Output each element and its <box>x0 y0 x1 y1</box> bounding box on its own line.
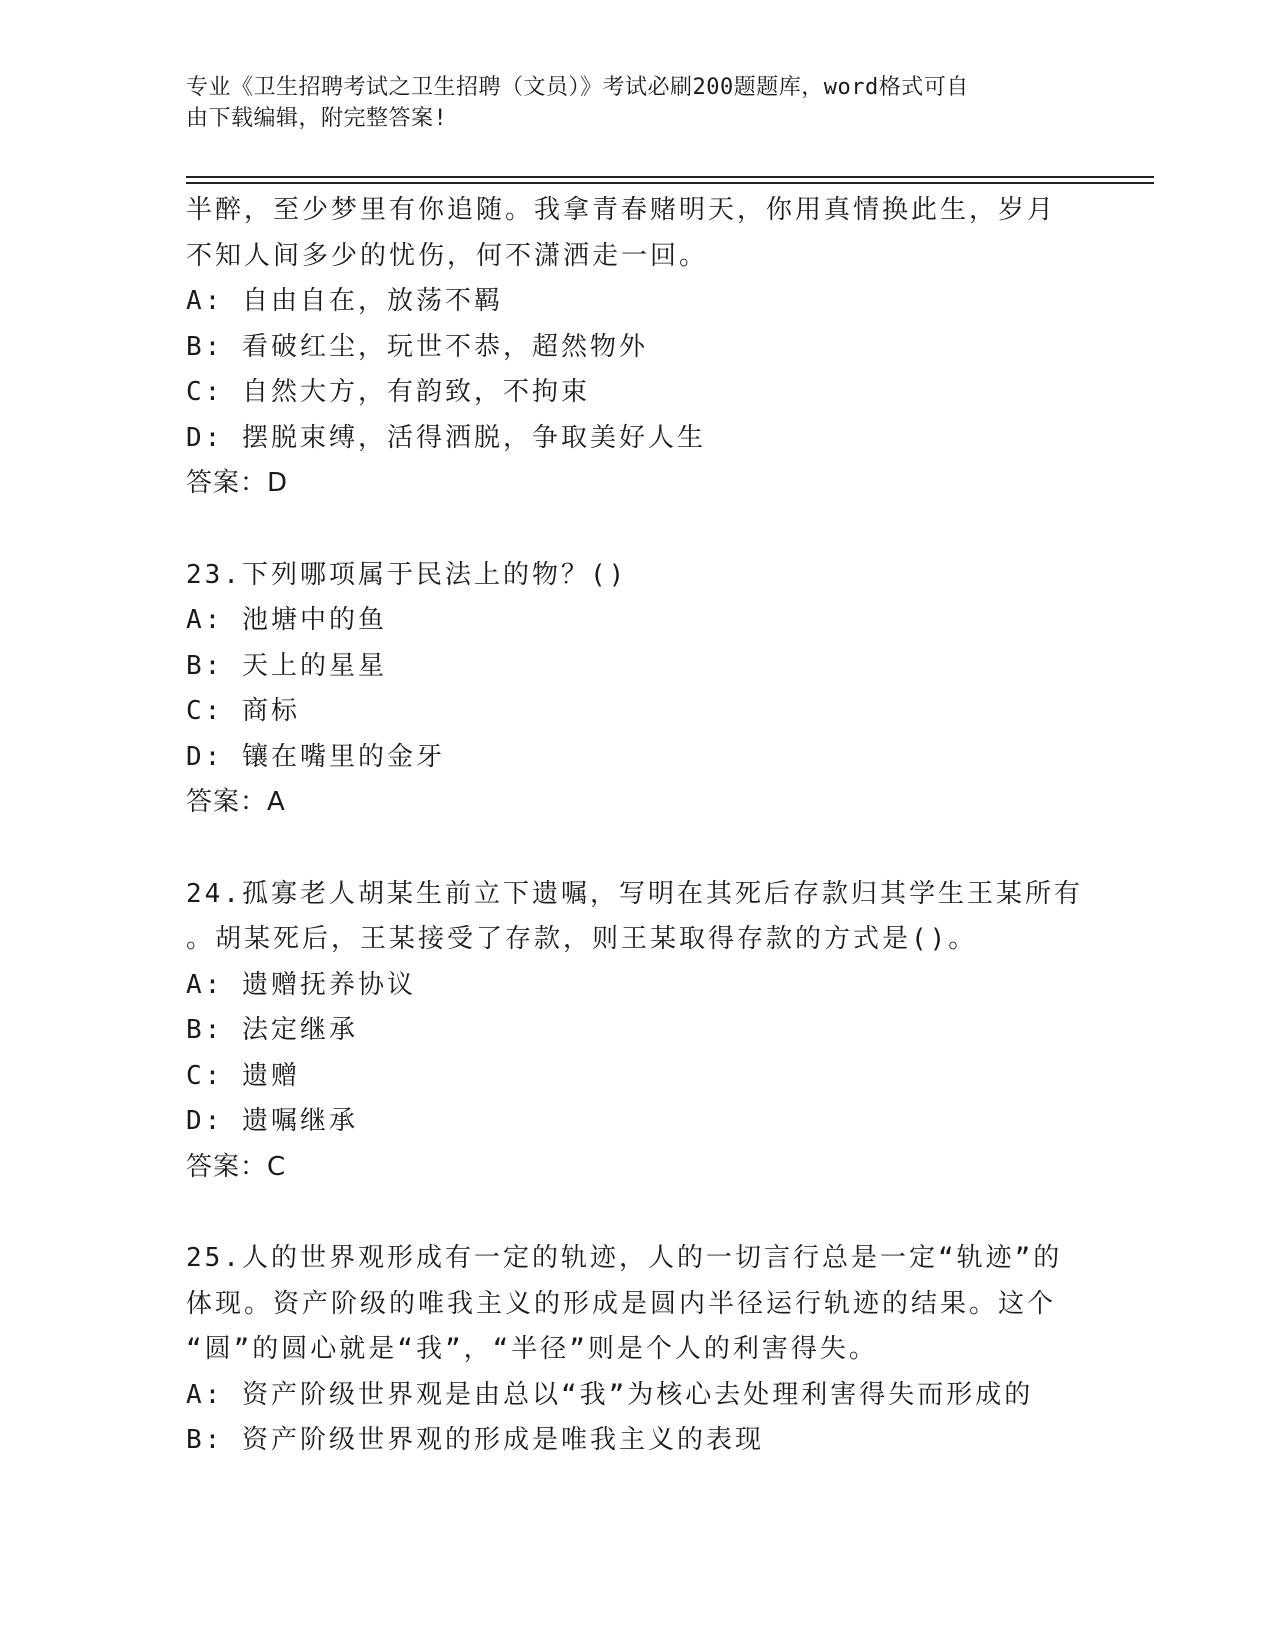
answer-line: 答案：A <box>186 787 286 817</box>
option-d: D: 摆脱束缚，活得洒脱，争取美好人生 <box>186 422 706 453</box>
header-line-1: 专业《卫生招聘考试之卫生招聘（文员）》考试必刷200题题库，word格式可自 <box>186 75 969 100</box>
answer-line: 答案：D <box>186 468 289 498</box>
option-c: C: 自然大方，有韵致，不拘束 <box>186 377 590 407</box>
option-a: A: 自由自在，放荡不羁 <box>186 286 503 316</box>
option-b: B: 资产阶级世界观的形成是唯我主义的表现 <box>186 1425 764 1455</box>
option-b: B: 天上的星星 <box>186 650 387 681</box>
question-text: 。胡某死后，王某接受了存款，则王某取得存款的方式是()。 <box>186 924 978 954</box>
question-text: 24.孤寡老人胡某生前立下遗嘱，写明在其死后存款归其学生王某所有 <box>186 878 1083 909</box>
answer-line: 答案：C <box>186 1151 287 1182</box>
option-a: A: 遗赠抚养协议 <box>186 969 416 1000</box>
option-b: B: 看破红尘，玩世不恭，超然物外 <box>186 331 648 362</box>
option-c: C: 遗赠 <box>186 1060 300 1091</box>
option-c: C: 商标 <box>186 696 300 726</box>
question-23 <box>186 553 1086 826</box>
header-divider-bottom <box>186 182 1154 184</box>
header-divider-top <box>186 176 1154 178</box>
question-22-continued <box>186 188 1086 507</box>
header-line-2: 由下载编辑，附完整答案! <box>186 106 448 131</box>
question-25 <box>186 1236 1086 1464</box>
question-text: “圆”的圆心就是“我”，“半径”则是个人的利害得失。 <box>186 1334 878 1364</box>
option-a: A: 资产阶级世界观是由总以“我”为核心去处理利害得失而形成的 <box>186 1379 1034 1410</box>
question-text: 23.下列哪项属于民法上的物？() <box>186 559 628 590</box>
question-text: 体现。资产阶级的唯我主义的形成是圆内半径运行轨迹的结果。这个 <box>186 1288 1057 1319</box>
question-text: 半醉，至少梦里有你追随。我拿青春赌明天，你用真情换此生，岁月 <box>186 195 1057 225</box>
option-d: D: 镶在嘴里的金牙 <box>186 741 445 772</box>
option-a: A: 池塘中的鱼 <box>186 605 387 635</box>
document-header <box>186 72 1066 134</box>
option-d: D: 遗嘱继承 <box>186 1106 358 1136</box>
option-b: B: 法定继承 <box>186 1015 358 1045</box>
question-text: 不知人间多少的忧伤，何不潇洒走一回。 <box>186 240 709 271</box>
question-list <box>186 188 1086 1464</box>
question-24 <box>186 872 1086 1191</box>
question-text: 25.人的世界观形成有一定的轨迹，人的一切言行总是一定“轨迹”的 <box>186 1243 1063 1273</box>
